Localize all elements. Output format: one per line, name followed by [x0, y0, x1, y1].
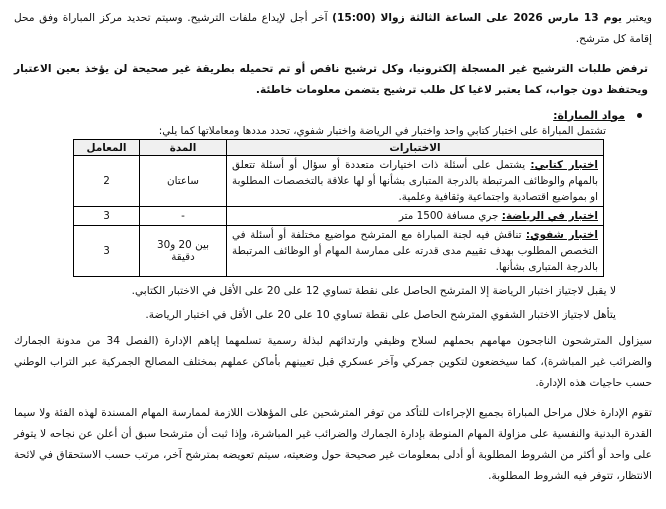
rejection-paragraph: ترفض طلبات الترشيح غير المسجلة إلكترونيا، وكل ترشيح ناقص أو تم تحميله بطريقة غير صحيحة لن يؤخذ بعين الاعتبار ويحتفظ دون جواب، كما يعتبر لاغيا كل طلب ترشيح يتضمن معلومات خاطئة.: [14, 63, 648, 96]
exam-text: جري مسافة 1500 متر: [398, 210, 502, 222]
exam-duration: -: [140, 207, 227, 226]
section-title: مواد المباراة:: [553, 108, 625, 122]
exam-text: تناقش فيه لجنة المباراة مع المترشح مواضيع مختلفة أو أسئلة في التخصص المطلوب بهدف تقييم مدى قدرته على ممارسة المهام أو الوظائف المرتبطة بالدرجة المتبارى بشأنها.: [232, 229, 598, 273]
exam-coefficient: 3: [74, 226, 140, 277]
exam-duration: بين 20 و30 دقيقة: [140, 226, 227, 277]
deadline-paragraph: [14, 8, 652, 50]
exam-text: يشتمل على أسئلة ذات اختيارات متعددة أو سؤال أو أسئلة تتعلق بالمهام والوظائف المرتبطة بالدرجة المتبارى بشأنها أو لها علاقة بالتخصصات المطلوبة او بمواضيع اقتصادية واجتماعية وثقافية وعلمية.: [232, 159, 598, 203]
exam-coefficient: 2: [74, 156, 140, 207]
assignment-paragraph: سيزاول المترشحون الناجحون مهامهم بحملهم لسلاح وظيفي وارتدائهم لبذلة رسمية تسلمهما إياهم الإدارة (الفصل 34 من مدونة الجمارك والضرائب غير المباشرة)، كما سيخضعون لتكوين جمركي وآخر عسكري قبل تعيينهم بأماكن عملهم بمختلف المصالح الجمركية عبر التراب الوطني حسب حاجيات هذه الإدارة.: [14, 335, 653, 389]
exam-title: اختبار في الرياضة:: [501, 210, 598, 222]
exam-description: [227, 156, 604, 207]
exam-title: اختبار شفوي:: [525, 229, 598, 241]
exam-coefficient: 3: [74, 207, 140, 226]
exam-description: [227, 226, 604, 277]
exam-duration: ساعتان: [140, 156, 227, 207]
exam-intro: تشتمل المباراة على اختبار كتابي واحد واختبار في الرياضة واختبار شفوي، تحدد مددها ومعاملاتها كما يلي:: [158, 125, 606, 137]
bullet-icon: [637, 113, 642, 118]
verification-paragraph: تقوم الإدارة خلال مراحل المباراة بجميع الإجراءات للتأكد من توفر المترشحين على المؤهلات اللازمة لممارسة المهام المسندة لهذه الفئة ولا سيما القدرة البدنية والنفسية على مزاولة المهام المنوطة بإدارة الجمارك والضرائب غير المباشرة، وإذا ثبت أن مترشحا سبق أن أعلن عن نجاحه لا يتوفر على واحد أو أكثر من الشروط المطلوبة أو أدلى بمعلومات غير صحيحة حول وضعيته، سيتم تعويضه بمترشح آخر، مرتب حسب الاستحقاق في لائحة الانتظار، تتوفر فيه الشروط المطلوبة.: [14, 407, 652, 482]
deadline-lead: ويعتبر: [621, 12, 653, 24]
table-row: [74, 226, 604, 277]
header-duration: المدة: [140, 140, 227, 156]
section-heading: [14, 106, 652, 124]
table-row: [74, 207, 604, 226]
oral-threshold-line: يتأهل لاجتياز الاختبار الشفوي المترشح الحاصل على نقطة تساوي 10 على 20 على الأقل في اختبار الرياضة.: [145, 309, 616, 321]
exam-title: اختبار كتابي:: [530, 159, 598, 171]
deadline-date: يوم 13 مارس 2026 على الساعة الثالثة زوالا (15:00): [332, 12, 622, 24]
exam-description: [227, 207, 604, 226]
written-threshold-line: لا يقبل لاجتياز اختبار الرياضة إلا المترشح الحاصل على نقطة تساوي 12 على 20 على الأقل في الاختبار الكتابي.: [131, 285, 616, 297]
table-header-row: [74, 140, 604, 156]
exams-table: [73, 139, 604, 277]
table-row: [74, 156, 604, 207]
header-coefficient: المعامل: [74, 140, 140, 156]
deadline-rest: آخر أجل لإيداع ملفات الترشيح. وسيتم تحديد مركز المباراة وفق محل إقامة كل مترشح.: [14, 12, 652, 45]
header-exams: الاختبارات: [227, 140, 604, 156]
